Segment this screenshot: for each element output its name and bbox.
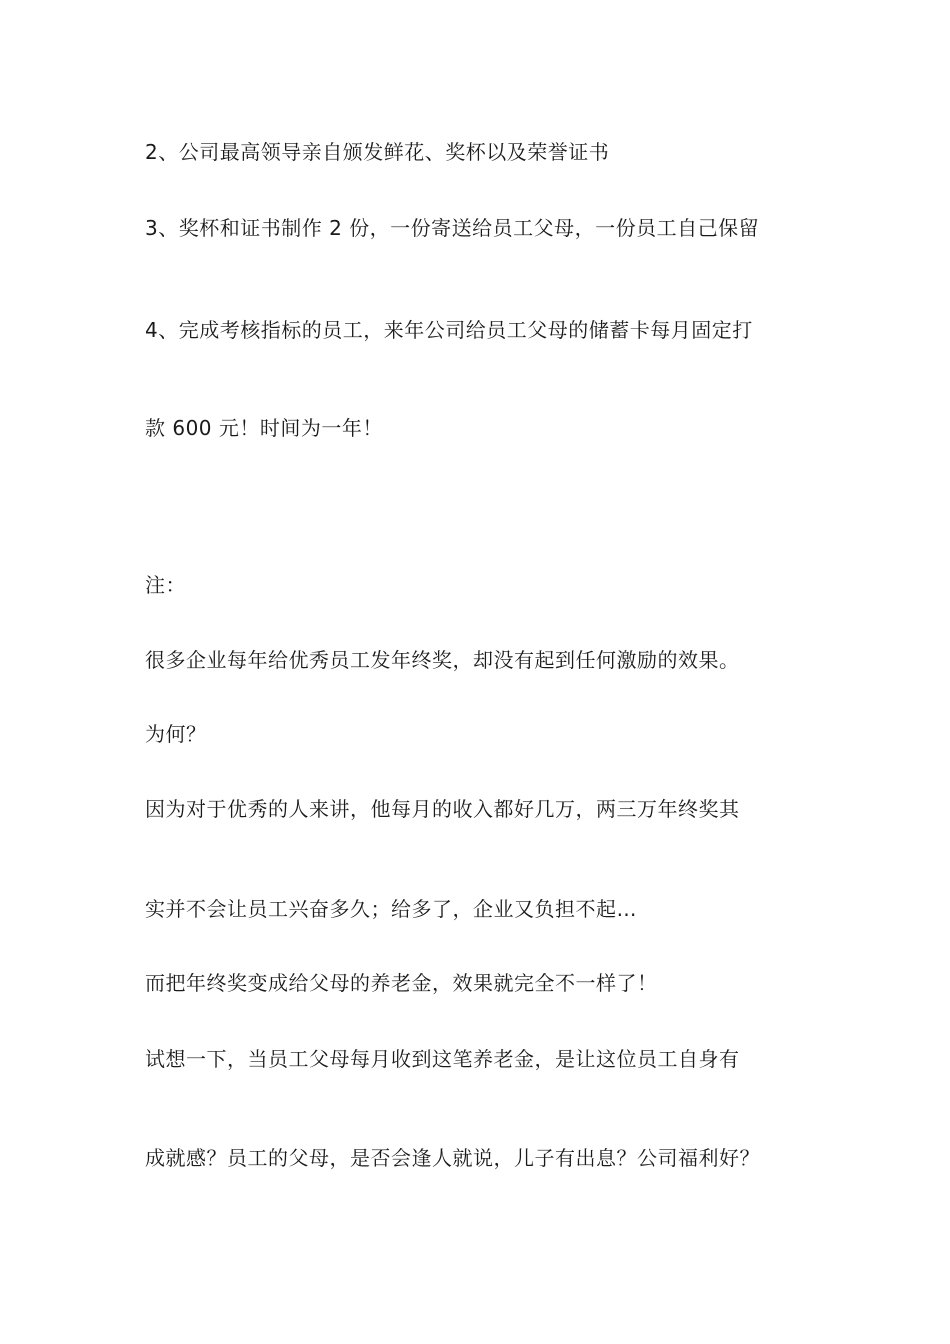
paragraph-question: 为何？ xyxy=(145,722,207,746)
list-item-2-award-ceremony: 2、公司最高领导亲自颁发鲜花、奖杯以及荣誉证书 xyxy=(145,140,610,164)
note-heading: 注： xyxy=(145,573,186,597)
paragraph-line: 而把年终奖变成给父母的养老金，效果就完全不一样了！ xyxy=(145,971,658,995)
paragraph-line: 成就感？员工的父母，是否会逢人就说，儿子有出息？公司福利好？ xyxy=(145,1146,760,1170)
paragraph-line: 因为对于优秀的人来讲，他每月的收入都好几万，两三万年终奖其 xyxy=(145,797,740,821)
list-item-4-parent-payment: 4、完成考核指标的员工，来年公司给员工父母的储蓄卡每月固定打 xyxy=(145,318,753,342)
paragraph-line: 试想一下，当员工父母每月收到这笔养老金，是让这位员工自身有 xyxy=(145,1047,740,1071)
paragraph-line: 很多企业每年给优秀员工发年终奖，却没有起到任何激励的效果。 xyxy=(145,648,740,672)
paragraph-line: 实并不会让员工兴奋多久；给多了，企业又负担不起… xyxy=(145,897,637,921)
list-item-4-continuation: 款 600 元！时间为一年！ xyxy=(145,416,383,440)
list-item-3-trophy-copies: 3、奖杯和证书制作 2 份，一份寄送给员工父母，一份员工自己保留 xyxy=(145,216,760,240)
